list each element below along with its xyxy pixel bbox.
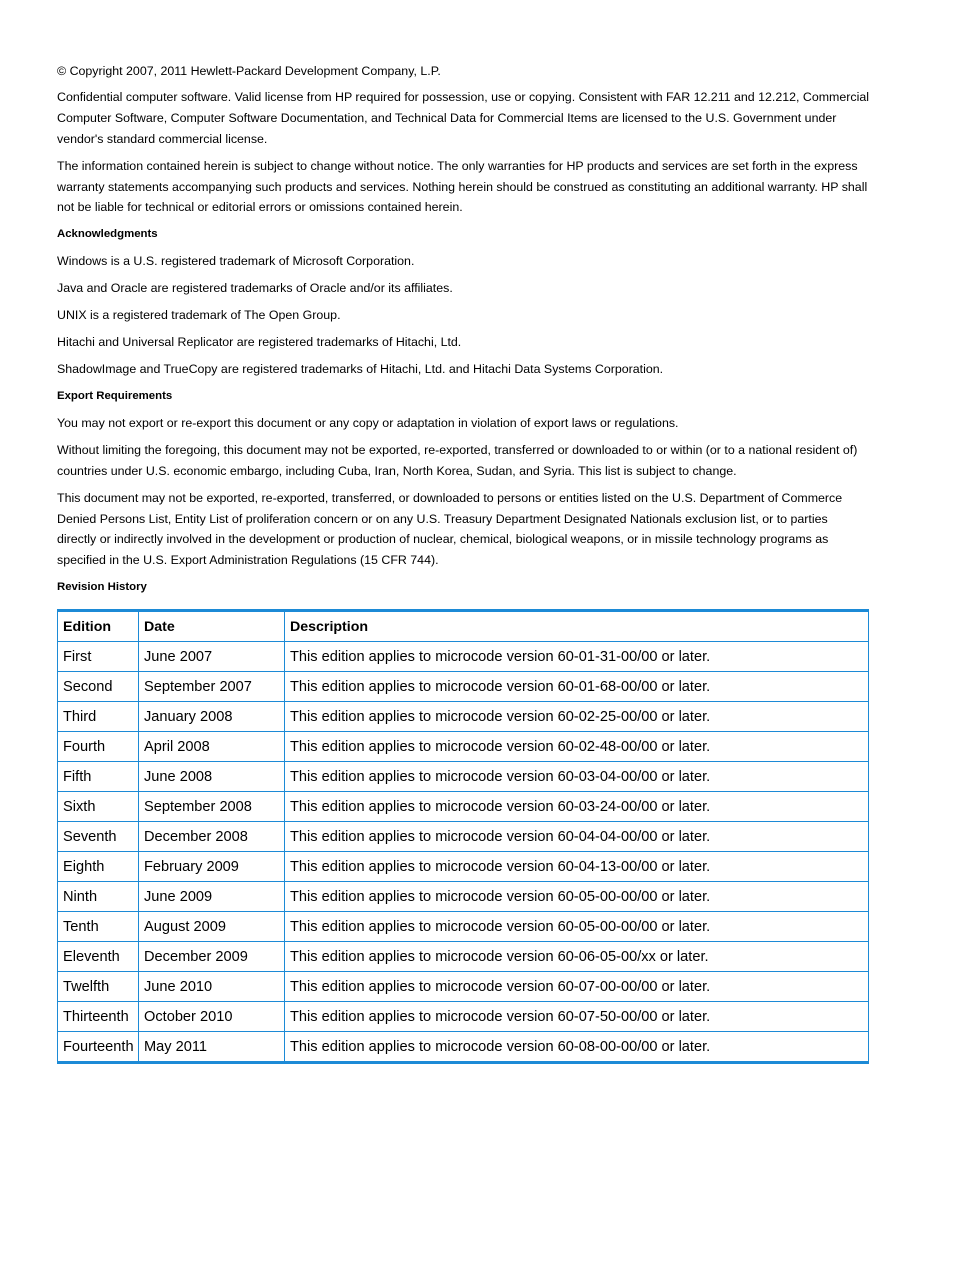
edition-cell: Third: [58, 702, 139, 732]
table-row: [58, 1032, 869, 1063]
date-cell: January 2008: [139, 702, 285, 732]
edition-cell: Fourth: [58, 732, 139, 762]
trademark-line: Java and Oracle are registered trademarks of Oracle and/or its affiliates.: [57, 281, 453, 296]
description-cell: This edition applies to microcode version 60-01-31-00/00 or later.: [285, 642, 869, 672]
table-row: [58, 1002, 869, 1032]
table-row: [58, 912, 869, 942]
description-cell: This edition applies to microcode version 60-03-24-00/00 or later.: [285, 792, 869, 822]
revision-history-table: [57, 609, 869, 1064]
table-row: [58, 672, 869, 702]
export-paragraph: This document may not be exported, re-exported, transferred, or downloaded to persons or entities listed on the U.S. Department of Commerce Denied Persons List, Entity List of proliferation concern or on any U.S. Treasury Department Designated Nationals exclusion list, or to parties directly or indirectly involved in the development or production of nuclear, chemical, biological weapons, or in missile technology programs as specified in the U.S. Export Administration Regulations (15 CFR 744).: [57, 490, 843, 568]
edition-cell: Fifth: [58, 762, 139, 792]
date-cell: June 2007: [139, 642, 285, 672]
trademark-line: Windows is a U.S. registered trademark of Microsoft Corporation.: [57, 254, 415, 269]
table-row: [58, 792, 869, 822]
edition-cell: Second: [58, 672, 139, 702]
export-paragraph: Without limiting the foregoing, this document may not be exported, re-exported, transferred or downloaded to or within (or to a national resident of) countries under U.S. economic embargo, including Cuba, Iran, North Korea, Sudan, and Syria. This list is subject to change.: [57, 442, 858, 478]
edition-cell: Thirteenth: [58, 1002, 139, 1032]
description-cell: This edition applies to microcode version 60-07-00-00/00 or later.: [285, 972, 869, 1002]
revision-history-heading: Revision History: [57, 581, 147, 594]
description-cell: This edition applies to microcode version 60-03-04-00/00 or later.: [285, 762, 869, 792]
description-cell: This edition applies to microcode version 60-05-00-00/00 or later.: [285, 882, 869, 912]
table-row: [58, 762, 869, 792]
date-cell: August 2009: [139, 912, 285, 942]
edition-cell: First: [58, 642, 139, 672]
table-row: [58, 702, 869, 732]
table-row: [58, 642, 869, 672]
description-cell: This edition applies to microcode version 60-05-00-00/00 or later.: [285, 912, 869, 942]
edition-cell: Eighth: [58, 852, 139, 882]
table-row: [58, 882, 869, 912]
description-cell: This edition applies to microcode version 60-01-68-00/00 or later.: [285, 672, 869, 702]
date-cell: October 2010: [139, 1002, 285, 1032]
export-requirements-heading: Export Requirements: [57, 389, 173, 402]
trademark-line: Hitachi and Universal Replicator are registered trademarks of Hitachi, Ltd.: [57, 335, 462, 350]
edition-cell: Sixth: [58, 792, 139, 822]
date-cell: June 2009: [139, 882, 285, 912]
date-cell: September 2007: [139, 672, 285, 702]
trademark-line: ShadowImage and TrueCopy are registered trademarks of Hitachi, Ltd. and Hitachi Data Systems Corporation.: [57, 361, 664, 376]
date-cell: May 2011: [139, 1032, 285, 1063]
column-header-edition: Edition: [58, 611, 139, 642]
edition-cell: Twelfth: [58, 972, 139, 1002]
column-header-date: Date: [139, 611, 285, 642]
description-cell: This edition applies to microcode version 60-06-05-00/xx or later.: [285, 942, 869, 972]
table-row: [58, 852, 869, 882]
copyright-notice: © Copyright 2007, 2011 Hewlett-Packard Development Company, L.P.: [57, 64, 441, 78]
description-cell: This edition applies to microcode version 60-02-25-00/00 or later.: [285, 702, 869, 732]
trademark-line: UNIX is a registered trademark of The Open Group.: [57, 308, 341, 323]
edition-cell: Eleventh: [58, 942, 139, 972]
description-cell: This edition applies to microcode version 60-04-13-00/00 or later.: [285, 852, 869, 882]
description-cell: This edition applies to microcode version 60-02-48-00/00 or later.: [285, 732, 869, 762]
table-row: [58, 972, 869, 1002]
date-cell: June 2008: [139, 762, 285, 792]
date-cell: December 2008: [139, 822, 285, 852]
description-cell: This edition applies to microcode version 60-08-00-00/00 or later.: [285, 1032, 869, 1063]
date-cell: December 2009: [139, 942, 285, 972]
table-row: [58, 732, 869, 762]
date-cell: April 2008: [139, 732, 285, 762]
document-page: [57, 61, 869, 1064]
edition-cell: Seventh: [58, 822, 139, 852]
warranty-paragraph: The information contained herein is subject to change without notice. The only warranties for HP products and services are set forth in the express warranty statements accompanying such products and services. Nothing herein should be construed as constituting an additional warranty. HP shall not be liable for technical or editorial errors or omissions contained herein.: [57, 158, 868, 215]
date-cell: February 2009: [139, 852, 285, 882]
description-cell: This edition applies to microcode version 60-04-04-00/00 or later.: [285, 822, 869, 852]
column-header-description: Description: [285, 611, 869, 642]
date-cell: June 2010: [139, 972, 285, 1002]
acknowledgments-heading: Acknowledgments: [57, 228, 158, 241]
description-cell: This edition applies to microcode version 60-07-50-00/00 or later.: [285, 1002, 869, 1032]
edition-cell: Ninth: [58, 882, 139, 912]
table-row: [58, 822, 869, 852]
date-cell: September 2008: [139, 792, 285, 822]
export-paragraph: You may not export or re-export this document or any copy or adaptation in violation of export laws or regulations.: [57, 415, 679, 430]
edition-cell: Tenth: [58, 912, 139, 942]
edition-cell: Fourteenth: [58, 1032, 139, 1063]
table-row: [58, 942, 869, 972]
license-paragraph: Confidential computer software. Valid license from HP required for possession, use or copying. Consistent with FAR 12.211 and 12.212, Commercial Computer Software, Computer Software Documentation, and Technical Data for Commercial Items are licensed to the U.S. Government under vendor's standard commercial license.: [57, 89, 869, 146]
table-header-row: [58, 611, 869, 642]
